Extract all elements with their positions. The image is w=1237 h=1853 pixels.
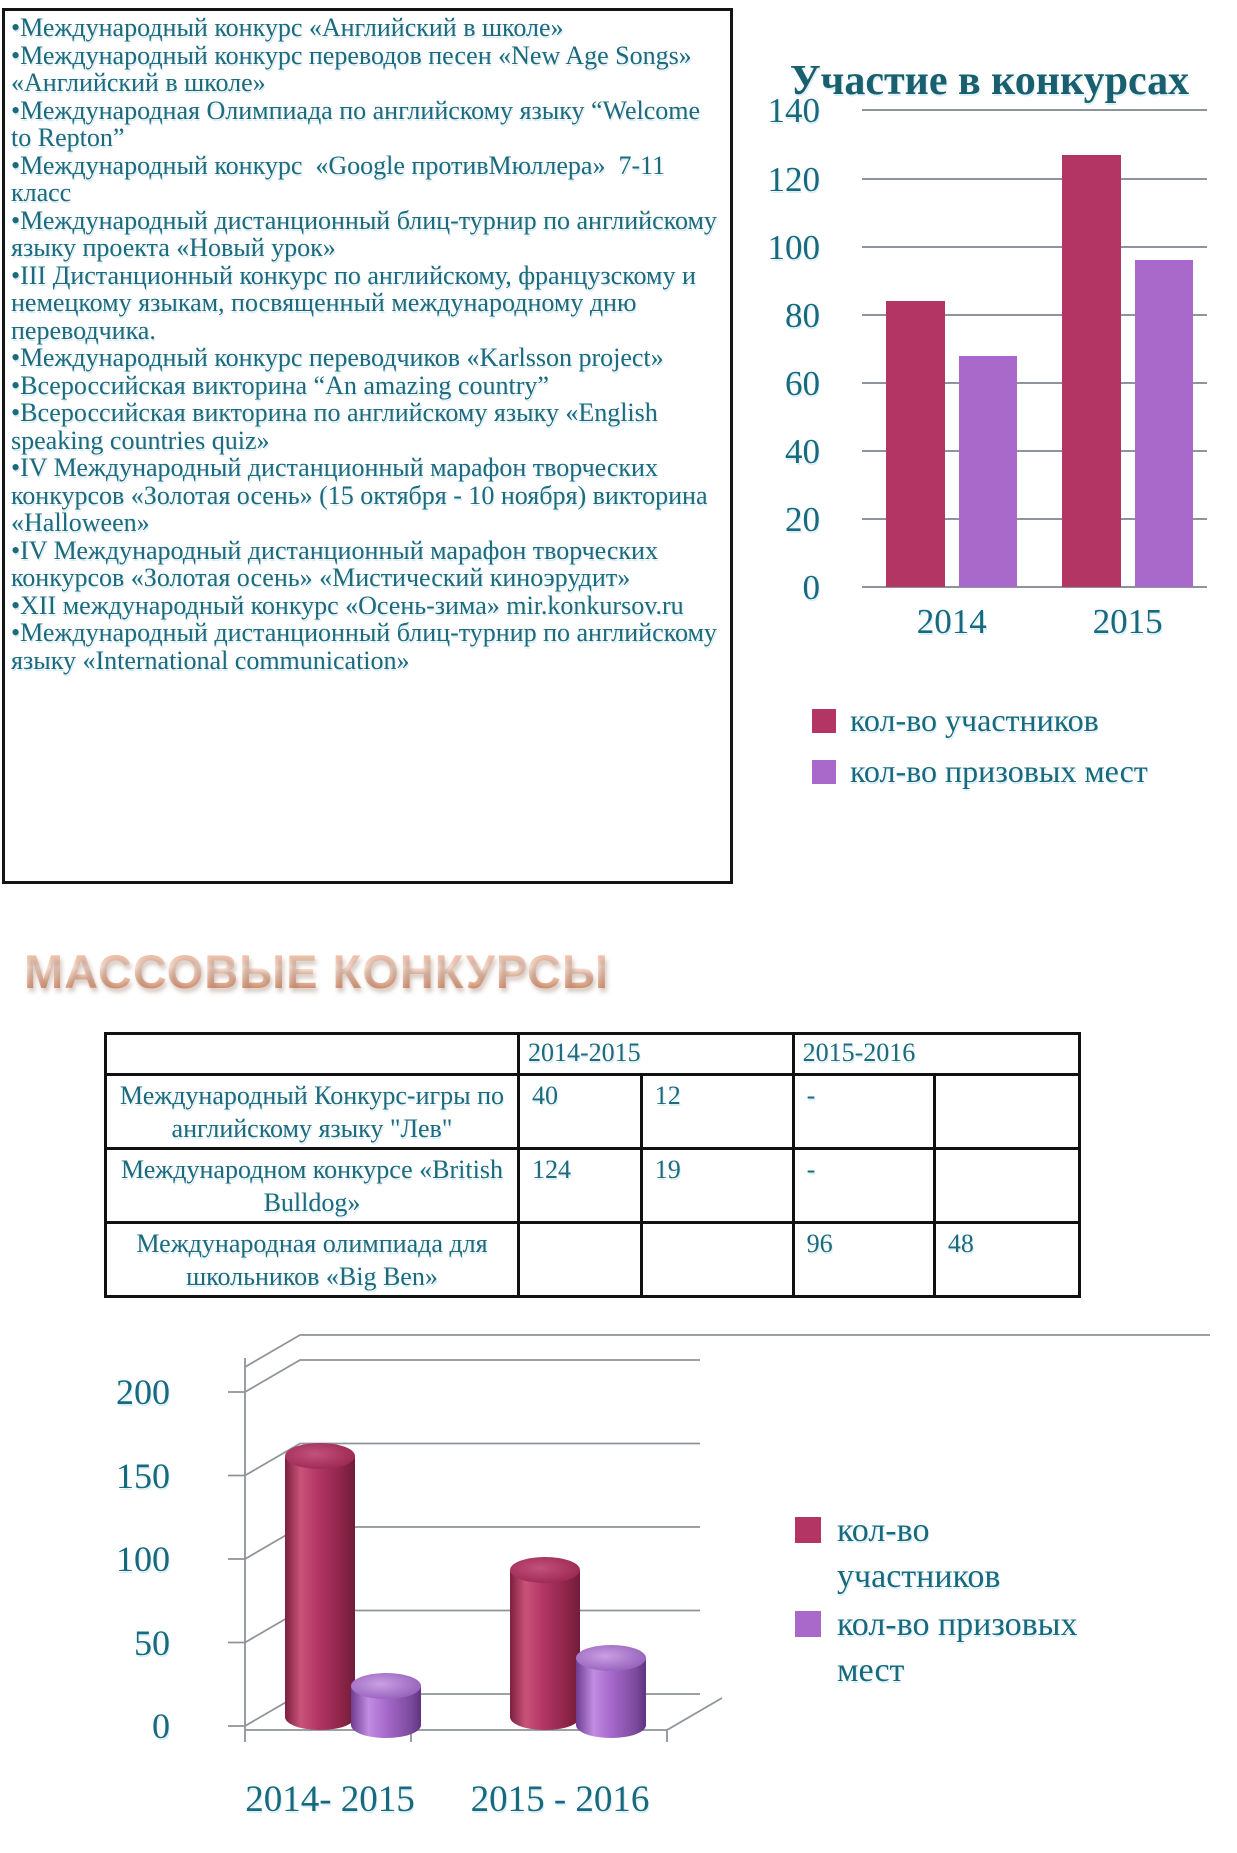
list-item: •IV Международный дистанционный марафон творческих конкурсов «Золотая осень» «Мистический киноэрудит»	[11, 535, 665, 592]
legend-label: кол-во участников	[837, 1512, 1001, 1595]
year-header-2015-2016: 2015-2016	[793, 1034, 1079, 1075]
legend-swatch	[812, 709, 836, 733]
list-item: •Международный конкурс переводчиков «Karlsson project»	[11, 343, 664, 372]
table-header-row	[106, 1034, 1080, 1075]
y-tick-label: 60	[785, 364, 820, 404]
legend-swatch	[795, 1611, 821, 1637]
y-tick-label: 200	[116, 1372, 170, 1412]
row-label: Международная олимпиада для школьников «Big Ben»	[106, 1223, 519, 1297]
cylinder-bar-participants	[285, 1456, 355, 1730]
chart-legend	[812, 702, 1237, 790]
year-header-2014-2015: 2014-2015	[518, 1034, 793, 1075]
list-item: •Международный дистанционный блиц-турнир по английскому языку проекта «Новый урок»	[11, 205, 724, 262]
gridline	[862, 109, 1207, 111]
bar-participants	[886, 301, 945, 587]
list-item: •IV Международный дистанционный марафон творческих конкурсов «Золотая осень» (15 октября - 10 ноября) викторина «Halloween»	[11, 453, 714, 537]
gridline	[228, 1360, 700, 1392]
table-corner-cell	[106, 1034, 519, 1075]
section-heading: МАССОВЫЕ КОНКУРСЫ	[24, 945, 609, 998]
x-tick-label: 2015	[1092, 602, 1163, 642]
y-tick-label: 0	[802, 568, 820, 608]
legend-row	[795, 1508, 1097, 1600]
y-tick-label: 150	[116, 1455, 170, 1496]
participation-chart	[742, 48, 1237, 790]
cell-prizes-2015-2016: 48	[934, 1223, 1079, 1297]
list-item: •Всероссийская викторина “An amazing country”	[11, 370, 549, 400]
cell-participants-2015-2016: -	[793, 1075, 934, 1149]
mass-competitions-chart	[60, 1330, 1237, 1853]
y-tick-label: 100	[116, 1539, 170, 1579]
cell-prizes-2014-2015	[641, 1223, 793, 1297]
legend-swatch	[812, 760, 836, 784]
cell-participants-2015-2016: 96	[793, 1223, 934, 1297]
plot-area	[862, 111, 1207, 588]
cell-participants-2014-2015: 124	[518, 1149, 641, 1223]
gridline	[862, 178, 1207, 180]
list-item: •III Дистанционный конкурс по английскому, французскому и немецкому языкам, посвященный международному дню переводчика.	[11, 260, 709, 345]
cell-prizes-2014-2015: 19	[641, 1149, 793, 1223]
cell-prizes-2014-2015: 12	[641, 1075, 793, 1149]
y-tick-label: 140	[767, 91, 820, 131]
cell-prizes-2015-2016	[934, 1149, 1079, 1223]
table-row	[106, 1075, 1080, 1149]
row-label: Международном конкурсе «British Bulldog»	[106, 1149, 519, 1223]
competitions-table	[104, 1032, 1081, 1298]
y-tick-label: 0	[152, 1706, 170, 1746]
bar-participants	[1062, 155, 1121, 588]
table-row	[106, 1223, 1080, 1297]
gridline	[862, 246, 1207, 248]
legend-swatch	[795, 1517, 821, 1543]
x-axis	[862, 602, 1207, 648]
cell-participants-2014-2015	[518, 1223, 641, 1297]
y-axis	[742, 91, 862, 608]
back-wall-top-edge	[245, 1335, 1210, 1367]
chart-title: Участие в конкурсах	[789, 58, 1190, 104]
list-item: •Международная Олимпиада по английскому языку “Welcome to Repton”	[11, 95, 707, 152]
table-row	[106, 1149, 1080, 1223]
y-tick-label: 40	[785, 432, 820, 472]
legend-row	[812, 753, 1237, 790]
list-item: •XII международный конкурс «Осень-зима» mir.konkursov.ru	[11, 590, 684, 620]
chart-plot-row	[742, 91, 1237, 608]
legend-label: кол-во участников	[850, 702, 1099, 739]
y-tick-label: 80	[785, 295, 820, 335]
y-tick-label: 50	[134, 1622, 170, 1663]
y-tick-label: 20	[785, 500, 820, 540]
bar-prizes	[1135, 260, 1194, 587]
list-item: •Международный конкурс переводов песен «New Age Songs» «Английский в школе»	[11, 40, 718, 97]
y-tick-label: 100	[767, 227, 820, 267]
list-item: •Международный конкурс «Английский в школе»	[11, 13, 564, 42]
legend-row	[812, 702, 1237, 739]
cylinder-bar-participants	[510, 1570, 580, 1730]
list-item: •Всероссийская викторина по английскому языку «English speaking countries quiz»	[11, 398, 665, 455]
cylinder-bar-prizes	[351, 1686, 421, 1738]
x-tick-label: 2014- 2015	[245, 1779, 415, 1820]
cell-participants-2014-2015: 40	[518, 1075, 641, 1149]
cell-prizes-2015-2016	[934, 1075, 1079, 1149]
list-item: •Международный конкурс «Google противМюллера» 7-11 класс	[11, 150, 672, 207]
legend-label: кол-во призовых мест	[850, 753, 1148, 790]
list-item: •Международный дистанционный блиц-турнир по английскому языку «International communication»	[11, 618, 724, 675]
row-label: Международный Конкурс-игры по английскому языку "Лев"	[106, 1075, 519, 1149]
y-tick-label: 120	[767, 159, 820, 199]
legend-label: кол-во призовых мест	[837, 1606, 1078, 1689]
x-tick-label: 2015 - 2016	[470, 1779, 650, 1820]
competitions-textbox	[2, 8, 733, 884]
x-tick-label: 2014	[916, 602, 987, 642]
cell-participants-2015-2016: -	[793, 1149, 934, 1223]
legend-row	[795, 1602, 1097, 1694]
bar-prizes	[959, 356, 1018, 588]
cylinder-bar-prizes	[576, 1658, 646, 1738]
